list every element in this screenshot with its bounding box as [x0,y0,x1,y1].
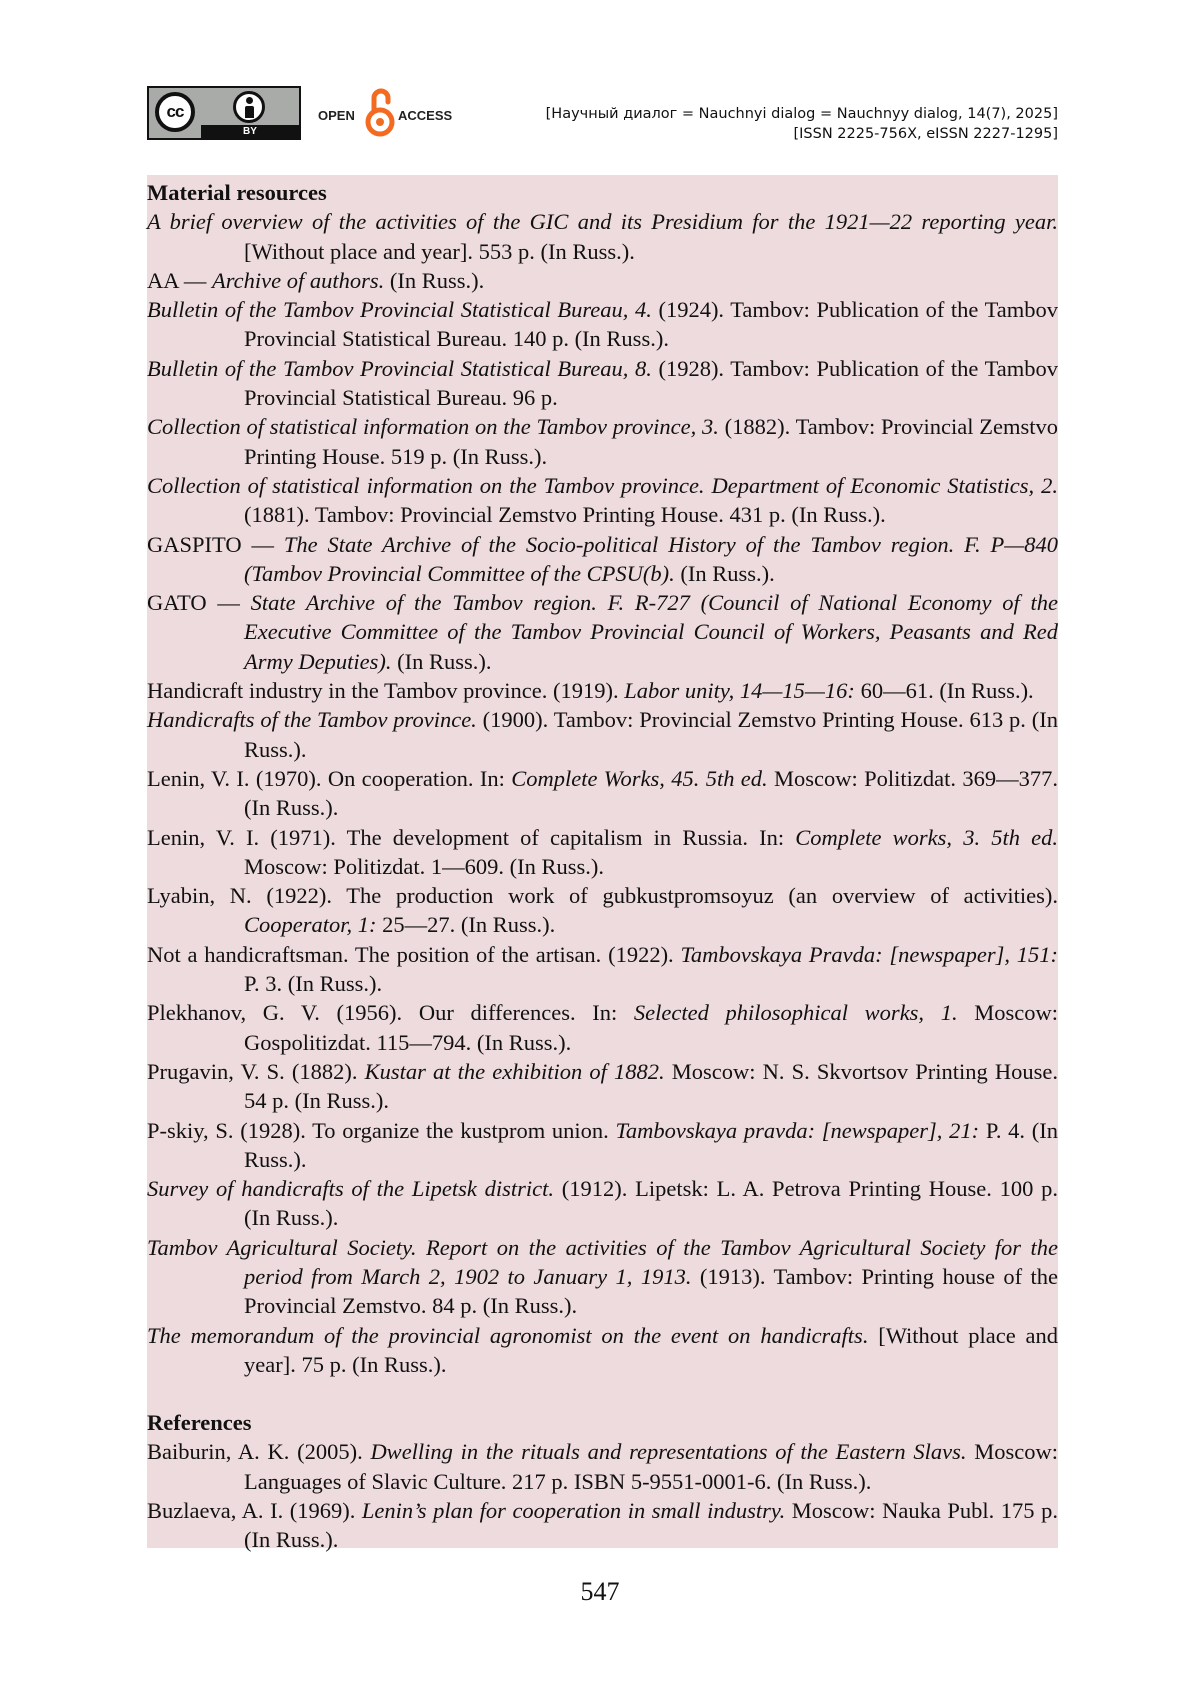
entry-title-italic: Tambovskaya pravda: [newspaper], 21: [615,1117,980,1143]
entry-publication-details: (1928). Tambov: Publication of the Tambov Provincial Statistical Bureau. 96 p. [244,355,1059,411]
creative-commons-icon: cc [155,92,195,132]
license-by-label: BY [201,125,299,138]
cc-by-license-badge[interactable] [147,86,301,140]
entry-publication-details: 25—27. (In Russ.). [376,912,556,938]
bibliography-entry [147,676,1058,705]
entry-title-italic: The State Archive of the Socio-political History of the Tambov region. F. P—840 (Tambov Provincial Committee of the CPSU(b). [244,531,1058,586]
bibliography-block [147,175,1059,1553]
entry-lead-text: Baiburin, A. K. (2005). [147,1439,371,1465]
entry-lead-text: Plekhanov, G. V. (1956). Our differences. In: [147,1000,634,1026]
bibliography-entry [147,354,1058,413]
bibliography-entry [147,588,1058,676]
page-number: 547 [580,1577,620,1606]
entry-publication-details: [Without place and year]. 75 p. (In Russ.). [244,1322,1059,1377]
entry-publication-details: (In Russ.). [384,267,485,293]
entry-publication-details: (In Russ.). [391,648,492,674]
entry-title-italic: Bulletin of the Tambov Provincial Statistical Bureau, 4. [147,297,652,323]
entry-title-italic: Survey of handicrafts of the Lipetsk district. [147,1176,555,1202]
entry-publication-details: P. 4. (In Russ.). [244,1117,1058,1172]
entry-lead-text: Buzlaeva, A. I. (1969). [147,1498,362,1524]
bibliography-entry [147,823,1058,882]
bibliography-entry [147,1437,1058,1496]
section-gap [147,1379,1058,1408]
bibliography-entry [147,530,1058,589]
entry-lead-text: Not a handicraftsman. The position of the artisan. (1922). [147,941,681,967]
entry-title-italic: Cooperator, 1: [244,912,377,938]
material-resources-list [147,207,1058,1379]
entry-publication-details: Moscow: Nauka Publ. 175 p. (In Russ.). [244,1498,1058,1553]
entry-title-italic: Lenin’s plan for cooperation in small industry. [361,1498,786,1524]
material-resources-heading: Material resources [147,180,327,205]
bibliography-entry [147,940,1058,999]
entry-publication-details: Moscow: Politizdat. 369—377. (In Russ.). [244,765,1058,821]
bibliography-entry [147,1321,1058,1380]
bibliography-entry [147,998,1058,1057]
entry-publication-details: Moscow: Languages of Slavic Culture. 217 p. ISBN 5-9551-0001-6. (In Russ.). [244,1439,1059,1494]
entry-publication-details: P. 3. (In Russ.). [244,971,383,997]
entry-publication-details: (1881). Tambov: Provincial Zemstvo Printing House. 431 p. (In Russ.). [244,502,886,528]
entry-lead-text: Lenin, V. I. (1971). The development of capitalism in Russia. In: [147,824,796,850]
entry-publication-details: (1882). Tambov: Provincial Zemstvo Printing House. 519 p. (In Russ.). [244,414,1058,469]
bibliography-entry [147,1496,1058,1555]
entry-publication-details: (1913). Tambov: Printing house of the Provincial Zemstvo. 84 p. (In Russ.). [244,1263,1059,1319]
entry-lead-text: GATO — [147,590,251,616]
entry-title-italic: Tambov Agricultural Society. Report on the activities of the Tambov Agricultural Society for the period from March 2, 1902 to January 1, 1913. [147,1234,1058,1289]
entry-lead-text: Handicraft industry in the Tambov province. (1919). [147,678,625,704]
entry-title-italic: The memorandum of the provincial agronomist on the event on handicrafts. [147,1322,869,1348]
open-access-logo [318,86,468,138]
bibliography-entry [147,705,1058,764]
entry-title-italic: Complete works, 3. 5th ed. [795,824,1058,850]
journal-citation [546,104,1058,144]
entry-publication-details: (1900). Tambov: Provincial Zemstvo Printing House. 613 p. (In Russ.). [244,707,1058,762]
entry-title-italic: Bulletin of the Tambov Provincial Statistical Bureau, 8. [147,355,652,381]
entry-title-italic: Complete Works, 45. 5th ed. [511,765,768,791]
entry-lead-text: AA — [147,267,213,293]
references-heading: References [147,1410,252,1436]
bibliography-entry [147,881,1058,940]
bibliography-entry [147,1116,1058,1175]
entry-title-italic: A brief overview of the activities of the GIC and its Presidium for the 1921—22 reporting year. [147,209,1058,235]
entry-lead-text: P-skiy, S. (1928). To organize the kustprom union. [147,1117,616,1143]
entry-title-italic: Archive of authors. [212,267,385,293]
bibliography-entry [147,1233,1058,1321]
entry-publication-details: (In Russ.). [674,560,775,586]
bibliography-entry [147,471,1058,530]
entry-title-italic: Collection of statistical information on the Tambov province. Department of Economic Statistics, 2. [147,472,1058,498]
entry-title-italic: Handicrafts of the Tambov province. [147,707,477,733]
references-list [147,1437,1058,1554]
open-access-access-text: ACCESS [398,108,453,123]
entry-title-italic: Kustar at the exhibition of 1882. [364,1058,665,1084]
entry-publication-details: 60—61. (In Russ.). [854,678,1034,704]
entry-lead-text: Prugavin, V. S. (1882). [147,1058,365,1084]
entry-publication-details: Moscow: N. S. Skvortsov Printing House. 54 p. (In Russ.). [244,1058,1059,1114]
bibliography-entry [147,764,1058,823]
entry-title-italic: Collection of statistical information on the Tambov province, 3. [147,414,719,440]
bibliography-entry [147,295,1058,354]
entry-publication-details: (1924). Tambov: Publication of the Tambov Provincial Statistical Bureau. 140 p. (In Russ.). [244,297,1059,352]
entry-lead-text: Lyabin, N. (1922). The production work of gubkustpromsoyuz (an overview of activities). [147,883,1058,909]
open-lock-icon [365,86,395,138]
entry-lead-text: Lenin, V. I. (1970). On cooperation. In: [147,765,512,791]
bibliography-entry [147,1057,1058,1116]
entry-title-italic: Selected philosophical works, 1. [633,1000,958,1026]
entry-title-italic: Labor unity, 14—15—16: [624,678,855,704]
entry-lead-text: GASPITO — [147,531,284,557]
entry-title-italic: Dwelling in the rituals and representations of the Eastern Slavs. [370,1439,967,1465]
bibliography-entry [147,207,1058,266]
entry-publication-details: [Without place and year]. 553 p. (In Russ.). [244,238,635,264]
journal-issn-line: [ISSN 2225-756X, eISSN 2227-1295] [793,126,1058,142]
journal-citation-line: [Научный диалог = Nauchnyi dialog = Nauchnyy dialog, 14(7), 2025] [545,106,1058,122]
bibliography-entry [147,412,1058,471]
entry-publication-details: Moscow: Politizdat. 1—609. (In Russ.). [244,853,604,879]
attribution-person-icon [233,91,265,123]
entry-publication-details: (1912). Lipetsk: L. A. Petrova Printing House. 100 p. (In Russ.). [244,1176,1058,1231]
entry-publication-details: Moscow: Gospolitizdat. 115—794. (In Russ.). [244,1000,1058,1055]
entry-title-italic: Tambovskaya Pravda: [newspaper], 151: [680,941,1059,967]
open-access-open-text: OPEN [318,108,355,123]
bibliography-entry [147,1174,1058,1233]
bibliography-entry [147,266,1058,295]
entry-title-italic: State Archive of the Tambov region. F. R-727 (Council of National Economy of the Executive Committee of the Tambov Provincial Council of Workers, Peasants and Red Army Deputies). [244,590,1059,674]
